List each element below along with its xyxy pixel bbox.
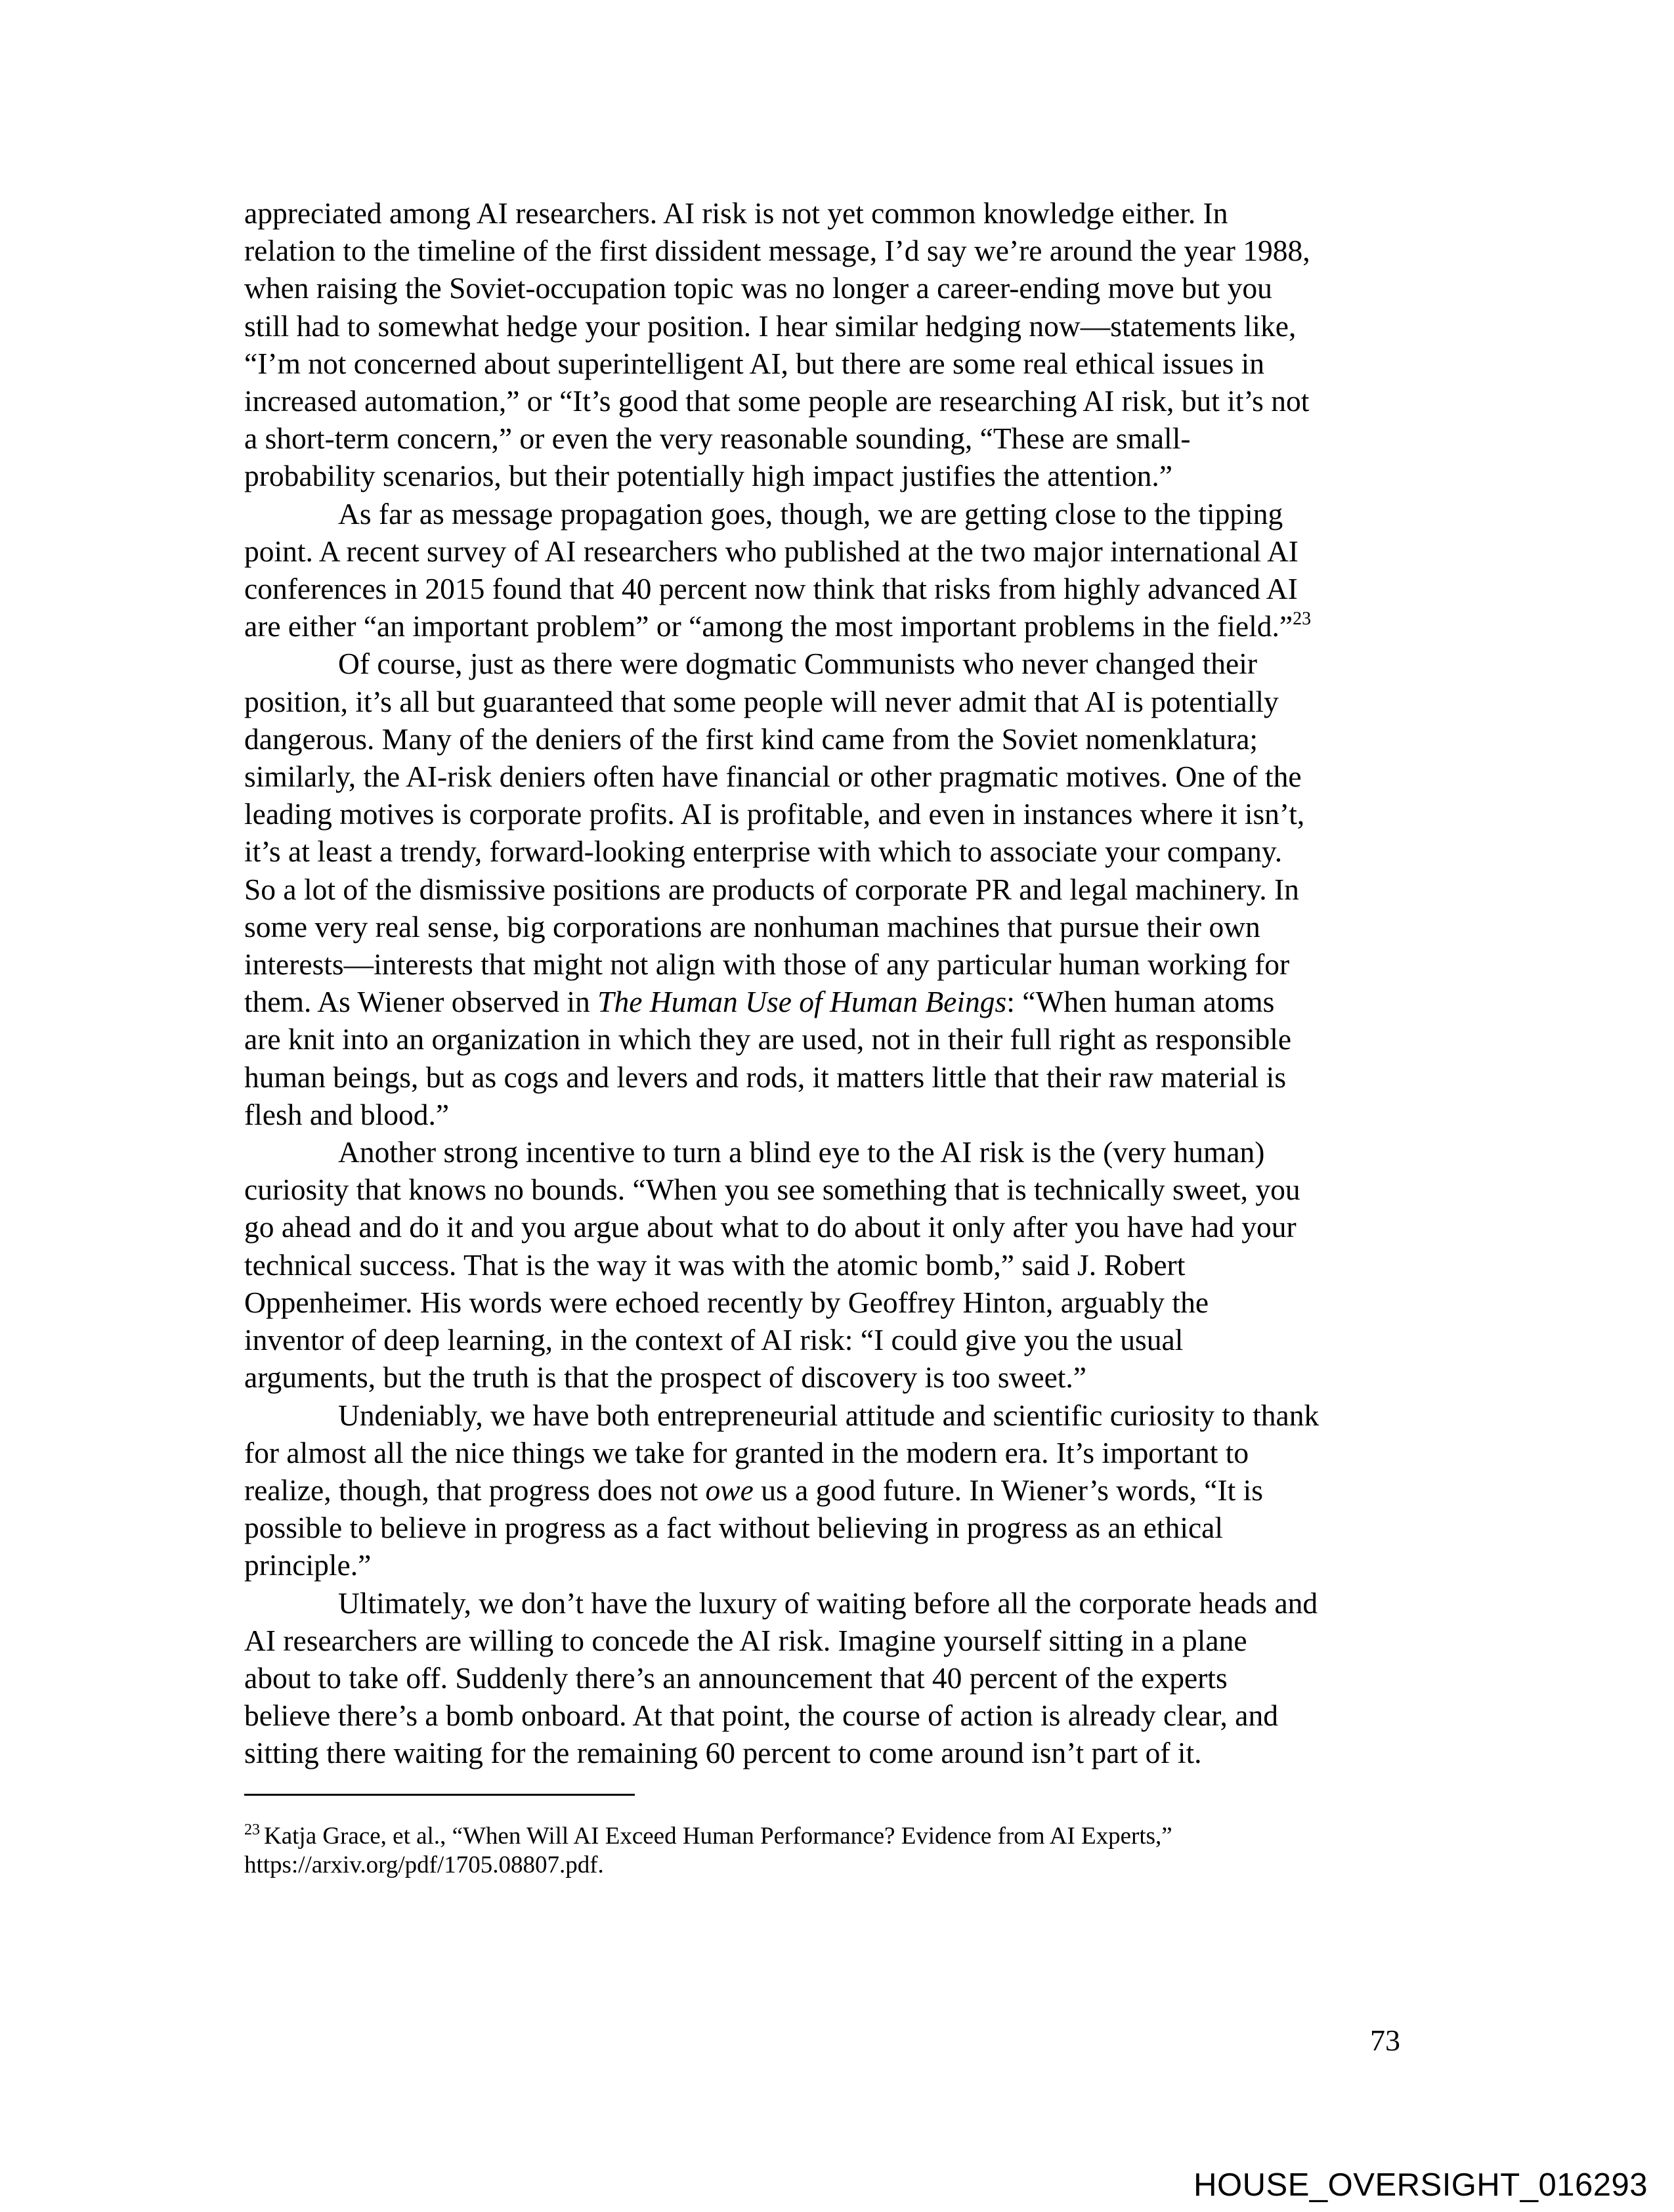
text-line: curiosity that knows no bounds. “When you see something that is technically sweet, you: [244, 1173, 1300, 1207]
text-line: Another strong incentive to turn a blind eye to the AI risk is the (very human): [338, 1135, 1265, 1169]
text-line: some very real sense, big corporations are nonhuman machines that pursue their own: [244, 909, 1260, 943]
page-number: 73: [1370, 2024, 1400, 2057]
footnote-number: 23: [244, 1821, 260, 1838]
paragraph-2: [244, 495, 1419, 645]
text-line: a short-term concern,” or even the very reasonable sounding, “These are small-: [244, 422, 1191, 456]
text-fragment: realize, though, that progress does not: [244, 1473, 706, 1507]
text-line: possible to believe in progress as a fact without believing in progress as an ethical: [244, 1511, 1223, 1545]
text-fragment: us a good future. In Wiener’s words, “It is: [753, 1473, 1263, 1507]
text-line: similarly, the AI-risk deniers often have financial or other pragmatic motives. One of the: [244, 760, 1302, 794]
footnote-url[interactable]: https://arxiv.org/pdf/1705.08807.pdf.: [244, 1852, 604, 1878]
text-line: dangerous. Many of the deniers of the first kind came from the Soviet nomenklatura;: [244, 722, 1258, 756]
text-line-content: are either “an important problem” or “among the most important problems in the field.”: [244, 609, 1293, 643]
text-line: it’s at least a trendy, forward-looking enterprise with which to associate your company.: [244, 835, 1283, 869]
paragraph-4: [244, 1133, 1419, 1396]
text-line: probability scenarios, but their potentially high impact justifies the attention.”: [244, 459, 1172, 493]
paragraph-1: [244, 194, 1419, 495]
text-line: [244, 1471, 1419, 1509]
footnote-line: [244, 1822, 1426, 1851]
text-line: appreciated among AI researchers. AI risk is not yet common knowledge either. In: [244, 196, 1228, 230]
text-line: position, it’s all but guaranteed that some people will never admit that AI is potentially: [244, 684, 1279, 718]
text-line: arguments, but the truth is that the prospect of discovery is too sweet.”: [244, 1360, 1086, 1395]
text-line: human beings, but as cogs and levers and rods, it matters little that their raw material is: [244, 1060, 1287, 1094]
text-line: Oppenheimer. His words were echoed recently by Geoffrey Hinton, arguably the: [244, 1285, 1209, 1319]
text-line: when raising the Soviet-occupation topic was no longer a career-ending move but you: [244, 271, 1272, 305]
text-line: for almost all the nice things we take for granted in the modern era. It’s important to: [244, 1435, 1249, 1469]
text-fragment: them. As Wiener observed in: [244, 985, 598, 1019]
paragraph-6: [244, 1584, 1419, 1772]
text-line: technical success. That is the way it was with the atomic bomb,” said J. Robert: [244, 1247, 1186, 1282]
text-line: relation to the timeline of the first dissident message, I’d say we’re around the year 1988,: [244, 234, 1310, 268]
text-line: AI researchers are willing to concede the AI risk. Imagine yourself sitting in a plane: [244, 1623, 1247, 1657]
text-line: [244, 983, 1419, 1020]
bates-stamp: HOUSE_OVERSIGHT_016293: [1193, 2167, 1648, 2203]
emphasis-owe: owe: [705, 1473, 754, 1507]
text-line: believe there’s a bomb onboard. At that point, the course of action is already clear, and: [244, 1699, 1278, 1733]
text-line: “I’m not concerned about superintelligent AI, but there are some real ethical issues in: [244, 346, 1265, 380]
text-fragment: : “When human atoms: [1006, 985, 1275, 1019]
text-line: go ahead and do it and you argue about what to do about it only after you have had your: [244, 1210, 1297, 1244]
text-line: interests—interests that might not align with those of any particular human working for: [244, 947, 1290, 982]
text-line: leading motives is corporate profits. AI is profitable, and even in instances where it isn’t,: [244, 797, 1305, 831]
text-line: So a lot of the dismissive positions are products of corporate PR and legal machinery. In: [244, 872, 1299, 906]
text-line: sitting there waiting for the remaining 60 percent to come around isn’t part of it.: [244, 1736, 1202, 1770]
text-line: inventor of deep learning, in the context of AI risk: “I could give you the usual: [244, 1323, 1184, 1357]
footnote-reference[interactable]: 23: [1293, 609, 1312, 630]
text-line: are knit into an organization in which they are used, not in their full right as responsible: [244, 1022, 1292, 1056]
body-text: [244, 194, 1419, 1772]
text-line: flesh and blood.”: [244, 1097, 450, 1131]
text-line: Undeniably, we have both entrepreneurial attitude and scientific curiosity to thank: [338, 1398, 1320, 1432]
paragraph-5: [244, 1397, 1419, 1584]
text-line: about to take off. Suddenly there’s an announcement that 40 percent of the experts: [244, 1660, 1228, 1695]
footnote-separator: [244, 1794, 635, 1796]
text-line: still had to somewhat hedge your position. I hear similar hedging now—statements like,: [244, 309, 1297, 343]
footnote-23: [244, 1822, 1426, 1880]
paragraph-3: [244, 645, 1419, 1133]
text-line: point. A recent survey of AI researchers who published at the two major international AI: [244, 534, 1298, 568]
text-line: conferences in 2015 found that 40 percent now think that risks from highly advanced AI: [244, 572, 1298, 606]
book-title: The Human Use of Human Beings: [597, 985, 1007, 1019]
footnote-citation: Katja Grace, et al., “When Will AI Exceed Human Performance? Evidence from AI Experts,”: [264, 1823, 1172, 1850]
text-line: principle.”: [244, 1548, 372, 1582]
text-line: Ultimately, we don’t have the luxury of waiting before all the corporate heads and: [338, 1586, 1318, 1620]
text-line: [244, 607, 1419, 645]
text-line: As far as message propagation goes, though, we are getting close to the tipping: [338, 496, 1283, 531]
text-line: Of course, just as there were dogmatic Communists who never changed their: [338, 647, 1257, 681]
text-line: increased automation,” or “It’s good that some people are researching AI risk, but it’s not: [244, 384, 1310, 418]
